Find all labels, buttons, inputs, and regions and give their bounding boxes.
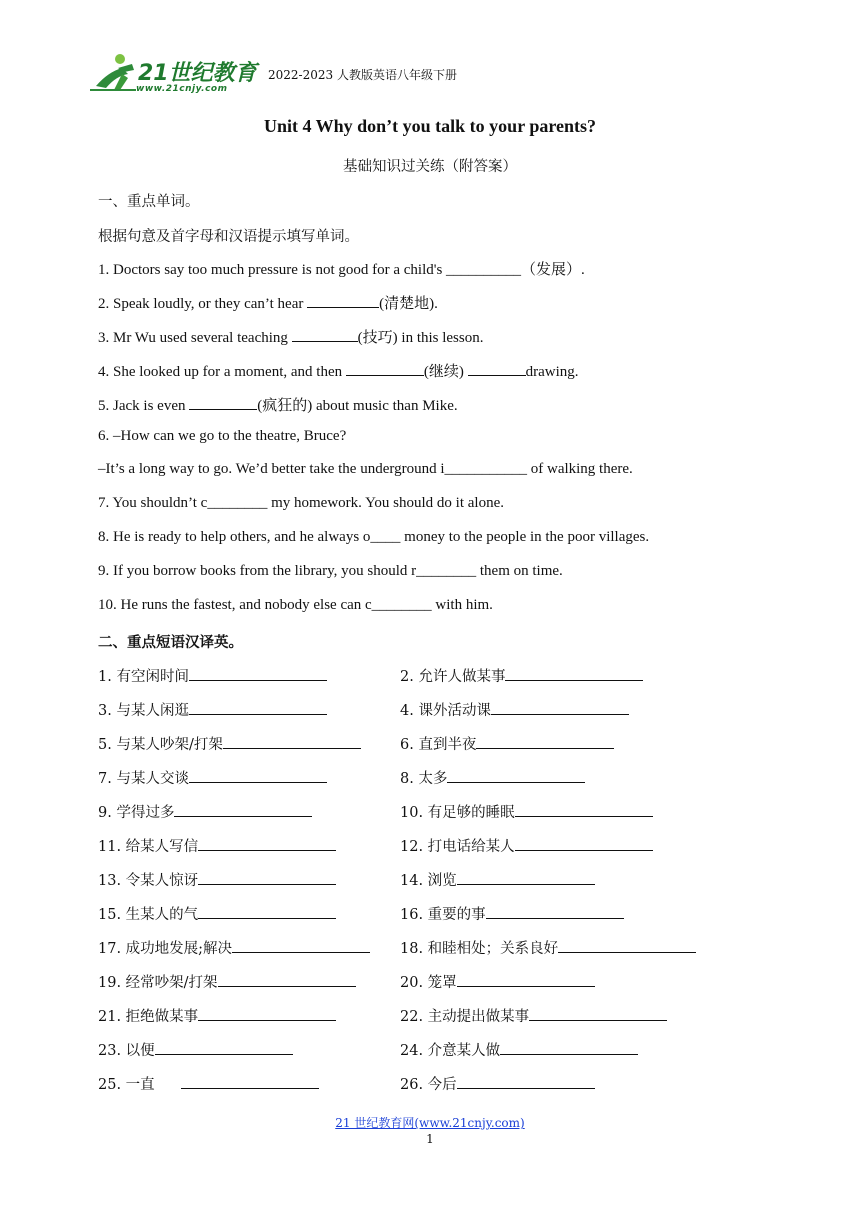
phrase-item: 3. 与某人闲逛 bbox=[98, 699, 327, 720]
phrase-item: 7. 与某人交谈 bbox=[98, 767, 327, 788]
phrase-item: 18. 和睦相处；关系良好 bbox=[400, 937, 696, 958]
logo-url: www.21cnjy.com bbox=[136, 84, 228, 94]
phrase-item: 11. 给某人写信 bbox=[98, 835, 336, 856]
phrase-item: 13. 令某人惊讶 bbox=[98, 869, 336, 890]
question-5: 5. Jack is even (疯狂的) about music than Mike. bbox=[98, 394, 458, 415]
section2-heading: 二、重点短语汉译英。 bbox=[98, 634, 243, 651]
phrase-item: 25. 一直 bbox=[98, 1073, 319, 1094]
phrase-item: 15. 生某人的气 bbox=[98, 903, 336, 924]
section1-instruction: 根据句意及首字母和汉语提示填写单词。 bbox=[98, 229, 359, 245]
question-8: 8. He is ready to help others, and he always o____ money to the people in the poor villages. bbox=[98, 529, 650, 545]
question-1: 1. Doctors say too much pressure is not good for a child's __________（发展）. bbox=[98, 262, 585, 278]
phrase-item: 4. 课外活动课 bbox=[400, 699, 629, 720]
phrase-item: 26. 今后 bbox=[400, 1073, 595, 1094]
page-title: Unit 4 Why don’t you talk to your parents? bbox=[263, 116, 597, 136]
question-4: 4. She looked up for a moment, and then (继续) drawing. bbox=[98, 360, 579, 381]
question-9: 9. If you borrow books from the library, you should r________ them on time. bbox=[98, 563, 563, 579]
question-7: 7. You shouldn’t c________ my homework. You should do it alone. bbox=[98, 495, 504, 511]
page-header bbox=[88, 52, 778, 98]
question-10: 10. He runs the fastest, and nobody else can c________ with him. bbox=[98, 597, 493, 613]
section1-heading: 一、重点单词。 bbox=[98, 194, 200, 210]
question-6-response: –It’s a long way to go. We’d better take the underground i___________ of walking there. bbox=[98, 461, 633, 477]
phrase-item: 21. 拒绝做某事 bbox=[98, 1005, 336, 1026]
question-2: 2. Speak loudly, or they can’t hear (清楚地). bbox=[98, 292, 438, 313]
question-3: 3. Mr Wu used several teaching (技巧) in this lesson. bbox=[98, 326, 484, 347]
logo-text: 21世纪教育 bbox=[138, 61, 257, 86]
phrase-item: 8. 太多 bbox=[400, 767, 585, 788]
page-number: 1 bbox=[426, 1132, 434, 1146]
phrase-item: 24. 介意某人做 bbox=[400, 1039, 638, 1060]
footer-link[interactable]: 21 世纪教育网(www.21cnjy.com) bbox=[335, 1116, 525, 1130]
phrase-item: 16. 重要的事 bbox=[400, 903, 624, 924]
phrase-item: 12. 打电话给某人 bbox=[400, 835, 653, 856]
phrase-item: 20. 笼罩 bbox=[400, 971, 595, 992]
phrase-item: 9. 学得过多 bbox=[98, 801, 312, 822]
phrase-item: 1. 有空闲时间 bbox=[98, 665, 327, 686]
question-6: 6. –How can we go to the theatre, Bruce? bbox=[98, 428, 347, 444]
phrase-item: 5. 与某人吵架/打架 bbox=[98, 733, 361, 754]
course-label: 2022-2023 人教版英语八年级下册 bbox=[268, 68, 457, 82]
phrase-item: 23. 以便 bbox=[98, 1039, 293, 1060]
page-subtitle: 基础知识过关练（附答案） bbox=[343, 159, 517, 175]
phrase-item: 22. 主动提出做某事 bbox=[400, 1005, 667, 1026]
phrase-item: 14. 浏览 bbox=[400, 869, 595, 890]
phrase-item: 19. 经常吵架/打架 bbox=[98, 971, 356, 992]
phrase-item: 2. 允许人做某事 bbox=[400, 665, 643, 686]
phrase-item: 10. 有足够的睡眠 bbox=[400, 801, 653, 822]
phrase-item: 17. 成功地发展;解决 bbox=[98, 937, 370, 958]
phrase-item: 6. 直到半夜 bbox=[400, 733, 614, 754]
